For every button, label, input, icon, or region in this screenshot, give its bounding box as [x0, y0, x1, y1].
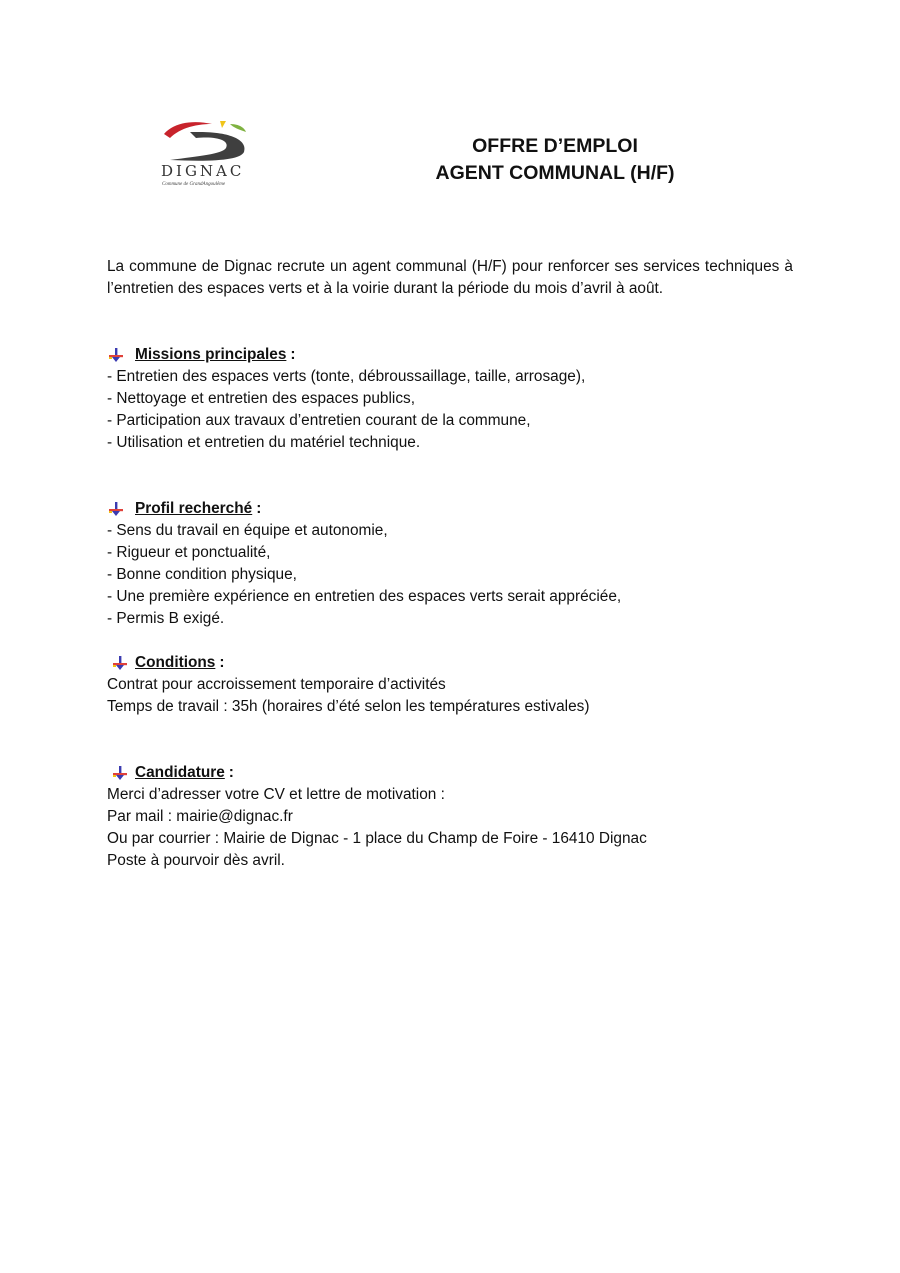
section-missions: [107, 344, 793, 454]
section-conditions: [107, 652, 793, 718]
section-heading-colon: :: [228, 764, 234, 781]
section-heading-label: Conditions: [135, 654, 216, 671]
section-heading: [107, 652, 793, 674]
list-item: - Entretien des espaces verts (tonte, débroussaillage, taille, arrosage),: [107, 368, 586, 385]
list-item: Ou par courrier : Mairie de Dignac - 1 place du Champ de Foire - 16410 Dignac: [107, 830, 647, 847]
document-body: [107, 256, 793, 872]
list-item: - Participation aux travaux d’entretien courant de la commune,: [107, 412, 531, 429]
section-heading-label: Missions principales: [135, 346, 287, 363]
section-heading-label: Candidature: [135, 764, 225, 781]
list-item: Par mail : mairie@dignac.fr: [107, 808, 293, 825]
logo-name: DIGNAC: [161, 162, 245, 180]
list-item: - Utilisation et entretien du matériel technique.: [107, 434, 421, 451]
section-heading-colon: :: [219, 654, 225, 671]
section-heading: [107, 762, 793, 784]
list-item: Contrat pour accroissement temporaire d’activités: [107, 676, 446, 693]
section-candidature: [107, 762, 793, 872]
section-profil: [107, 498, 793, 630]
section-heading-colon: :: [290, 346, 296, 363]
list-item: - Rigueur et ponctualité,: [107, 544, 271, 561]
list-item: - Bonne condition physique,: [107, 566, 297, 583]
section-heading: [107, 344, 793, 366]
list-item: Temps de travail : 35h (horaires d’été selon les températures estivales): [107, 698, 590, 715]
list-item: - Une première expérience en entretien des espaces verts serait appréciée,: [107, 588, 622, 605]
arrow-down-bullet-icon: [108, 501, 124, 517]
page-title: [398, 133, 712, 187]
section-heading: [107, 498, 793, 520]
title-line-1: OFFRE D’EMPLOI: [472, 135, 638, 157]
arrow-down-bullet-icon: [108, 347, 124, 363]
list-item: Merci d’adresser votre CV et lettre de motivation :: [107, 786, 445, 803]
dignac-logo-mark: [160, 118, 260, 164]
dignac-logo: [160, 118, 260, 196]
arrow-down-bullet-icon: [112, 765, 128, 781]
list-item: - Sens du travail en équipe et autonomie,: [107, 522, 388, 539]
arrow-down-bullet-icon: [112, 655, 128, 671]
section-heading-label: Profil recherché: [135, 500, 253, 517]
list-item: Poste à pourvoir dès avril.: [107, 852, 285, 869]
list-item: - Nettoyage et entretien des espaces publics,: [107, 390, 415, 407]
logo-subtitle: Commune de GrandAngoulême: [162, 182, 226, 187]
title-line-2: AGENT COMMUNAL (H/F): [435, 162, 675, 184]
list-item: - Permis B exigé.: [107, 610, 225, 627]
section-heading-colon: :: [256, 500, 262, 517]
intro-paragraph: La commune de Dignac recrute un agent communal (H/F) pour renforcer ses services techniques à l’entretien des espaces verts et à la voirie durant la période du mois d’avril à août.: [107, 258, 793, 297]
